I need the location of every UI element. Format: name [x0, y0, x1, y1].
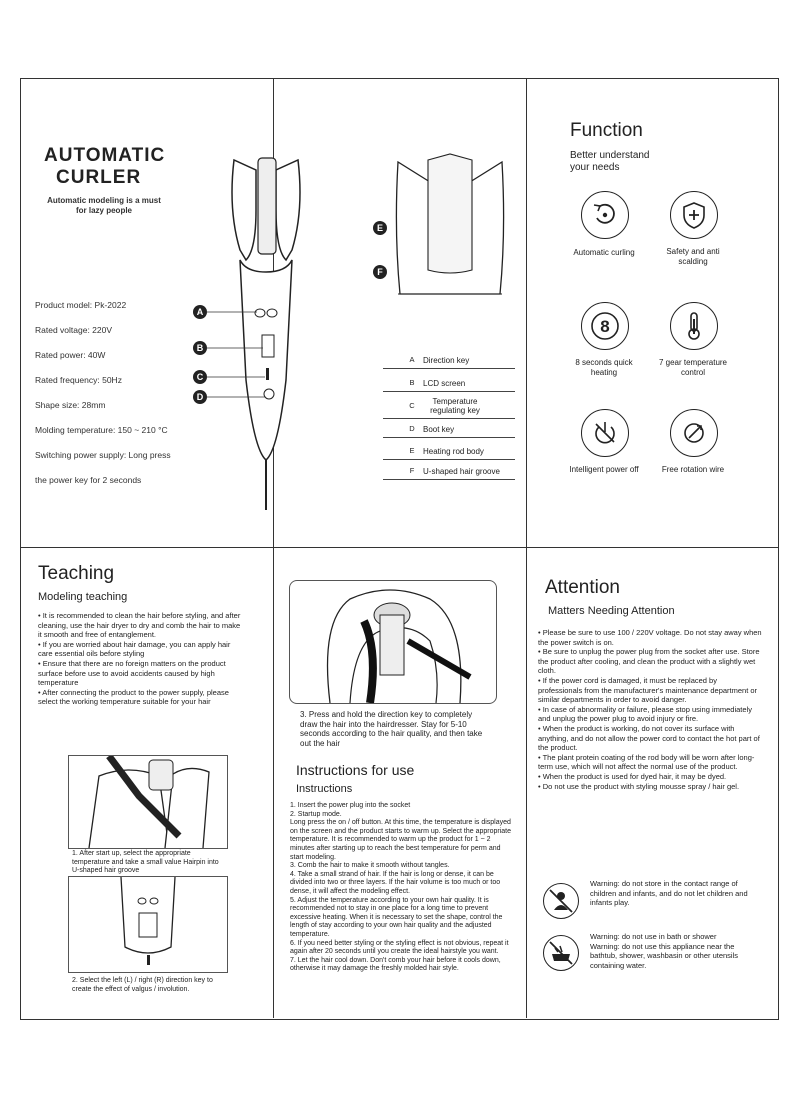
instructions-subtitle: Instructions	[296, 783, 353, 795]
power-off-icon	[581, 409, 629, 457]
no-children-icon	[543, 883, 579, 919]
legend-row-e	[383, 441, 515, 460]
legend-row-a	[383, 350, 515, 369]
legend-label: Heating rod body	[423, 447, 484, 456]
legend-letter: D	[409, 424, 415, 433]
legend-row-f	[383, 461, 515, 480]
instructions-title: Instructions for use	[296, 762, 415, 778]
teaching-subtitle: Modeling teaching	[38, 591, 128, 603]
legend-label: Boot key	[423, 425, 455, 434]
divider-vertical-right	[526, 78, 527, 1018]
marker-b: B	[193, 341, 207, 355]
legend-label: U-shaped hair groove	[423, 467, 500, 476]
function-title: Function	[570, 120, 643, 141]
feature-label: Intelligent power off	[569, 465, 639, 474]
spec-frequency: Rated frequency: 50Hz	[35, 375, 122, 385]
warning-bath: Warning: do not use in bath or shower Warning: do not use this appliance near the bathtub, shower, washbasin or other utensils containing water.	[590, 932, 739, 970]
instructions-text: 1. Insert the power plug into the socket 2. Startup mode. Long press the on / off button. At this time, the temperature is displayed on the screen and the product starts to warm up. Select the appropriate temperature. It is recommended to warm up the product for 1 ~ 2 minutes after starting up to reach the best temperature for perm and start modeling. 3. Comb the hair to make it smooth without tangles. 4. Take a small strand of hair. If the hair is long or dense, it can be divided into two or three layers. If the hair volume is too much or too dense, it will affect the modeling effect. 5. Adjust the temperature according to your own hair quality. It is recommended not to stay in one place for a long time to prevent excessive heating. When it is necessary to set the shape, control the length of stay according to your own hair quality and the adjusted temperature. 6. If you need better styling or the styling effect is not obvious, repeat it again after 20 seconds until you create the ideal hairstyle you want. 7. Let the hair cool down. Don't comb your hair before it cools down, otherwise it may damage the freshly molded hair style.	[290, 802, 512, 973]
marker-a: A	[193, 305, 207, 319]
spec-power: Rated power: 40W	[35, 350, 106, 360]
step2-image	[68, 876, 228, 973]
attention-subtitle: Matters Needing Attention	[548, 605, 675, 617]
teaching-text: • It is recommended to clean the hair before styling, and after cleaning, use the hair dryer to dry and comb the hair to make it smooth and free of entanglement. • If you are worried about hair damage, you can apply hair care essential oils before styling • Ensure that there are no foreign matters on the product surface before use to avoid accidents caused by high temperature • After connecting the product to the power supply, please select the working temperature suitable for your hair	[38, 611, 241, 707]
rotate-icon	[581, 191, 629, 239]
spec-switching-2: the power key for 2 seconds	[35, 475, 142, 485]
product-title-line2: CURLER	[56, 167, 142, 188]
legend-label: LCD screen	[423, 379, 466, 388]
eight-glyph: 8	[600, 317, 610, 336]
divider-horizontal	[20, 547, 778, 548]
legend-row-c	[383, 394, 515, 419]
legend-letter: C	[409, 401, 415, 410]
feature-label: Safety and anti scalding	[666, 247, 720, 266]
step1-caption: 1. After start up, select the appropriate temperature and take a small value Hairpin into U-shaped hair groove	[72, 850, 219, 875]
step1-image	[68, 755, 228, 849]
legend-letter: B	[409, 378, 415, 387]
eight-seconds-icon	[581, 302, 629, 350]
marker-leader-lines	[205, 300, 265, 410]
product-title-line1: AUTOMATIC	[44, 145, 166, 166]
step3-caption: 3. Press and hold the direction key to completely draw the hair into the hairdresser. Stay for 5-10 seconds according to the hair quality, and then take out the hair	[300, 710, 483, 748]
teaching-title: Teaching	[38, 563, 115, 584]
marker-e: E	[373, 221, 387, 235]
attention-title: Attention	[545, 577, 620, 598]
attention-text: • Please be sure to use 100 / 220V voltage. Do not stay away when the power switch is on. • Be sure to unplug the power plug from the socket after use. Store the product after cooling, and clean the product with a slightly wet cloth. • If the power cord is damaged, it must be replaced by professionals from the manufacturer's maintenance department or similar departments in order to avoid danger. • In case of abnormality or failure, please stop using immediately and unplug the power plug to avoid injury or fire. • When the product is working, do not cover its surface with anything, and do not allow the power cord to contact the hot part of the product. • The plant protein coating of the rod body will be worn after long-term use, which will not affect the normal use of the product. • When the product is used for dyed hair, it may be dyed. • Do not use the product with styling mousse spray / hair gel.	[538, 628, 762, 791]
feature-label: Automatic curling	[573, 248, 635, 257]
legend-row-d	[383, 419, 515, 438]
legend-letter: E	[409, 446, 415, 455]
feature-label: 7 gear temperature control	[658, 358, 728, 377]
no-bath-icon	[543, 935, 579, 971]
legend-row-b	[383, 373, 515, 392]
thermometer-icon	[670, 302, 718, 350]
function-subtitle: Better understand your needs	[570, 150, 650, 173]
legend-label: Temperature regulating key	[430, 397, 480, 415]
marker-f: F	[373, 265, 387, 279]
shield-plus-icon	[670, 191, 718, 239]
spec-shape-size: Shape size: 28mm	[35, 400, 106, 410]
feature-label: Free rotation wire	[661, 465, 725, 474]
marker-c: C	[193, 370, 207, 384]
legend-letter: A	[409, 355, 415, 364]
legend-label: Direction key	[423, 356, 470, 365]
spec-voltage: Rated voltage: 220V	[35, 325, 113, 335]
step2-caption: 2. Select the left (L) / right (R) direction key to create the effect of valgus / involution.	[72, 977, 213, 993]
spec-model: Product model: Pk-2022	[35, 300, 127, 310]
spec-switching: Switching power supply: Long press	[35, 450, 171, 460]
spec-molding-temp: Molding temperature: 150 ~ 210 °C	[35, 425, 168, 435]
marker-d: D	[193, 390, 207, 404]
free-rotation-icon	[670, 409, 718, 457]
feature-label: 8 seconds quick heating	[575, 358, 633, 377]
curler-side-illustration	[390, 152, 510, 302]
warning-children: Warning: do not store in the contact range of children and infants, and do not let children and infants play.	[590, 879, 748, 908]
product-tagline: Automatic modeling is a must for lazy people	[47, 196, 161, 215]
step3-image	[289, 580, 497, 704]
legend-letter: F	[409, 466, 415, 475]
